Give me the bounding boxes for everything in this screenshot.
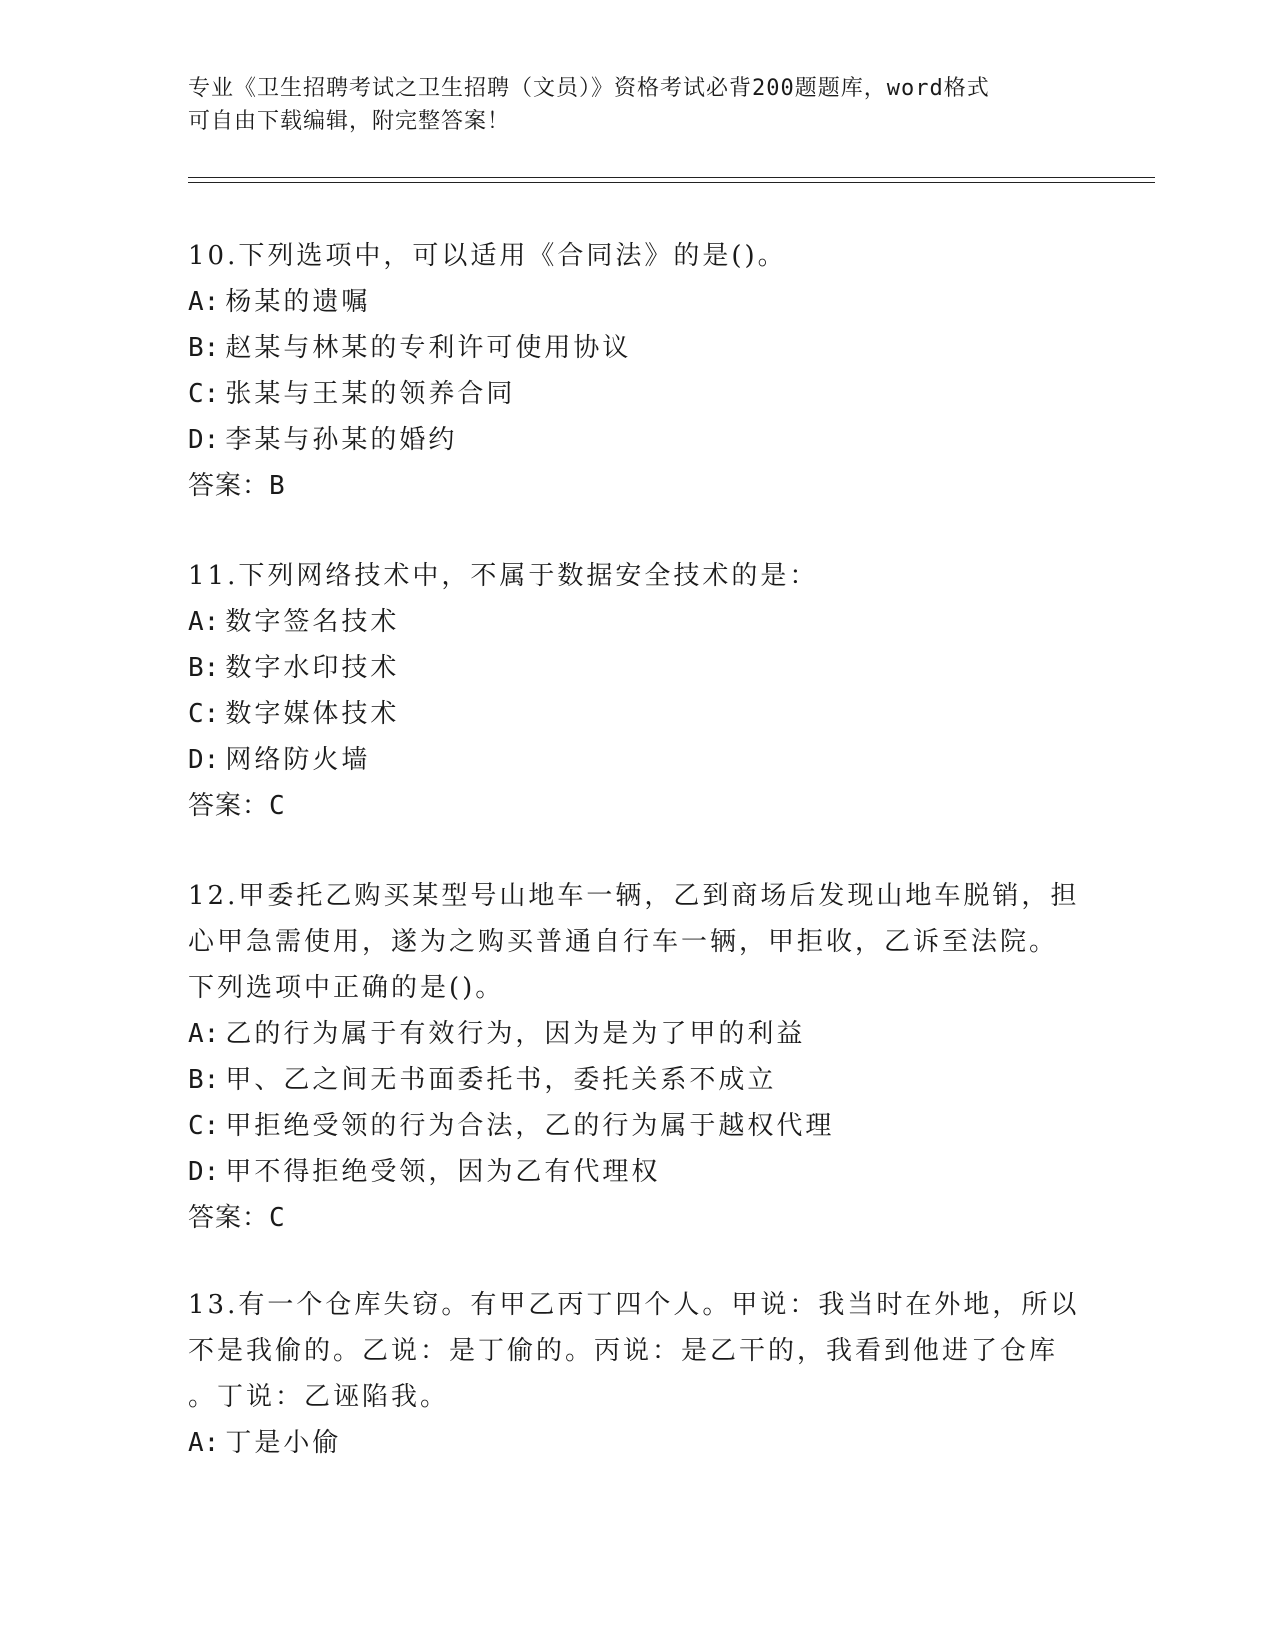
answer-value: C [269,1203,286,1233]
answer-line [188,463,1088,509]
option-text: 丁是小偷 [225,1428,342,1458]
question-11 [188,553,1088,829]
option-key: A: [188,1428,220,1458]
option-c [188,1103,1088,1149]
answer-value: B [269,471,286,501]
answer-label: 答案： [188,471,270,501]
option-key: B: [188,1065,220,1095]
option-key: B: [188,333,220,363]
answer-value: C [269,791,286,821]
option-a [188,1011,1088,1057]
question-10 [188,233,1088,509]
option-text: 数字媒体技术 [225,699,400,729]
option-text: 数字水印技术 [225,653,400,683]
option-d [188,1149,1088,1195]
option-b [188,645,1088,691]
document-header [188,72,1078,138]
question-13 [188,1282,1088,1466]
option-text: 数字签名技术 [225,607,400,637]
question-stem-line-2: 不是我偷的。乙说：是丁偷的。丙说：是乙干的，我看到他进了仓库 [188,1336,1059,1366]
option-text: 甲不得拒绝受领，因为乙有代理权 [225,1157,661,1187]
option-text: 甲拒绝受领的行为合法，乙的行为属于越权代理 [225,1111,835,1141]
option-key: A: [188,287,220,317]
question-stem-line-1: 13.有一个仓库失窃。有甲乙丙丁四个人。甲说：我当时在外地，所以 [188,1290,1080,1320]
option-a [188,1420,1088,1466]
option-key: D: [188,1157,220,1187]
option-text: 乙的行为属于有效行为，因为是为了甲的利益 [225,1019,806,1049]
option-a [188,279,1088,325]
option-key: B: [188,653,220,683]
option-b [188,1057,1088,1103]
question-stem-line-3: 下列选项中正确的是()。 [188,973,505,1003]
option-c [188,691,1088,737]
question-stem-line-3: 。丁说：乙诬陷我。 [188,1382,450,1412]
option-text: 李某与孙某的婚约 [225,425,458,455]
option-text: 张某与王某的领养合同 [225,379,516,409]
option-text: 赵某与林某的专利许可使用协议 [225,333,632,363]
answer-label: 答案： [188,1203,270,1233]
option-key: D: [188,745,220,775]
option-b [188,325,1088,371]
answer-line [188,783,1088,829]
option-a [188,599,1088,645]
header-line-2: 可自由下载编辑，附完整答案！ [188,109,511,134]
question-stem: 11.下列网络技术中，不属于数据安全技术的是： [188,561,819,591]
header-divider-top [188,177,1155,178]
header-line-1: 专业《卫生招聘考试之卫生招聘（文员）》资格考试必背200题题库，word格式 [188,76,990,101]
header-divider-bottom [188,182,1155,183]
option-d [188,737,1088,783]
option-text: 网络防火墙 [225,745,371,775]
question-stem-line-1: 12.甲委托乙购买某型号山地车一辆，乙到商场后发现山地车脱销，担 [188,881,1080,911]
option-text: 甲、乙之间无书面委托书，委托关系不成立 [225,1065,777,1095]
question-stem: 10.下列选项中，可以适用《合同法》的是()。 [188,241,787,271]
option-key: A: [188,607,220,637]
answer-label: 答案： [188,791,270,821]
question-12 [188,873,1088,1241]
option-key: C: [188,699,220,729]
option-key: C: [188,379,220,409]
answer-line [188,1195,1088,1241]
option-key: D: [188,425,220,455]
question-stem-line-2: 心甲急需使用，遂为之购买普通自行车一辆，甲拒收，乙诉至法院。 [188,927,1059,957]
option-key: A: [188,1019,220,1049]
option-d [188,417,1088,463]
option-key: C: [188,1111,220,1141]
option-c [188,371,1088,417]
option-text: 杨某的遗嘱 [225,287,371,317]
